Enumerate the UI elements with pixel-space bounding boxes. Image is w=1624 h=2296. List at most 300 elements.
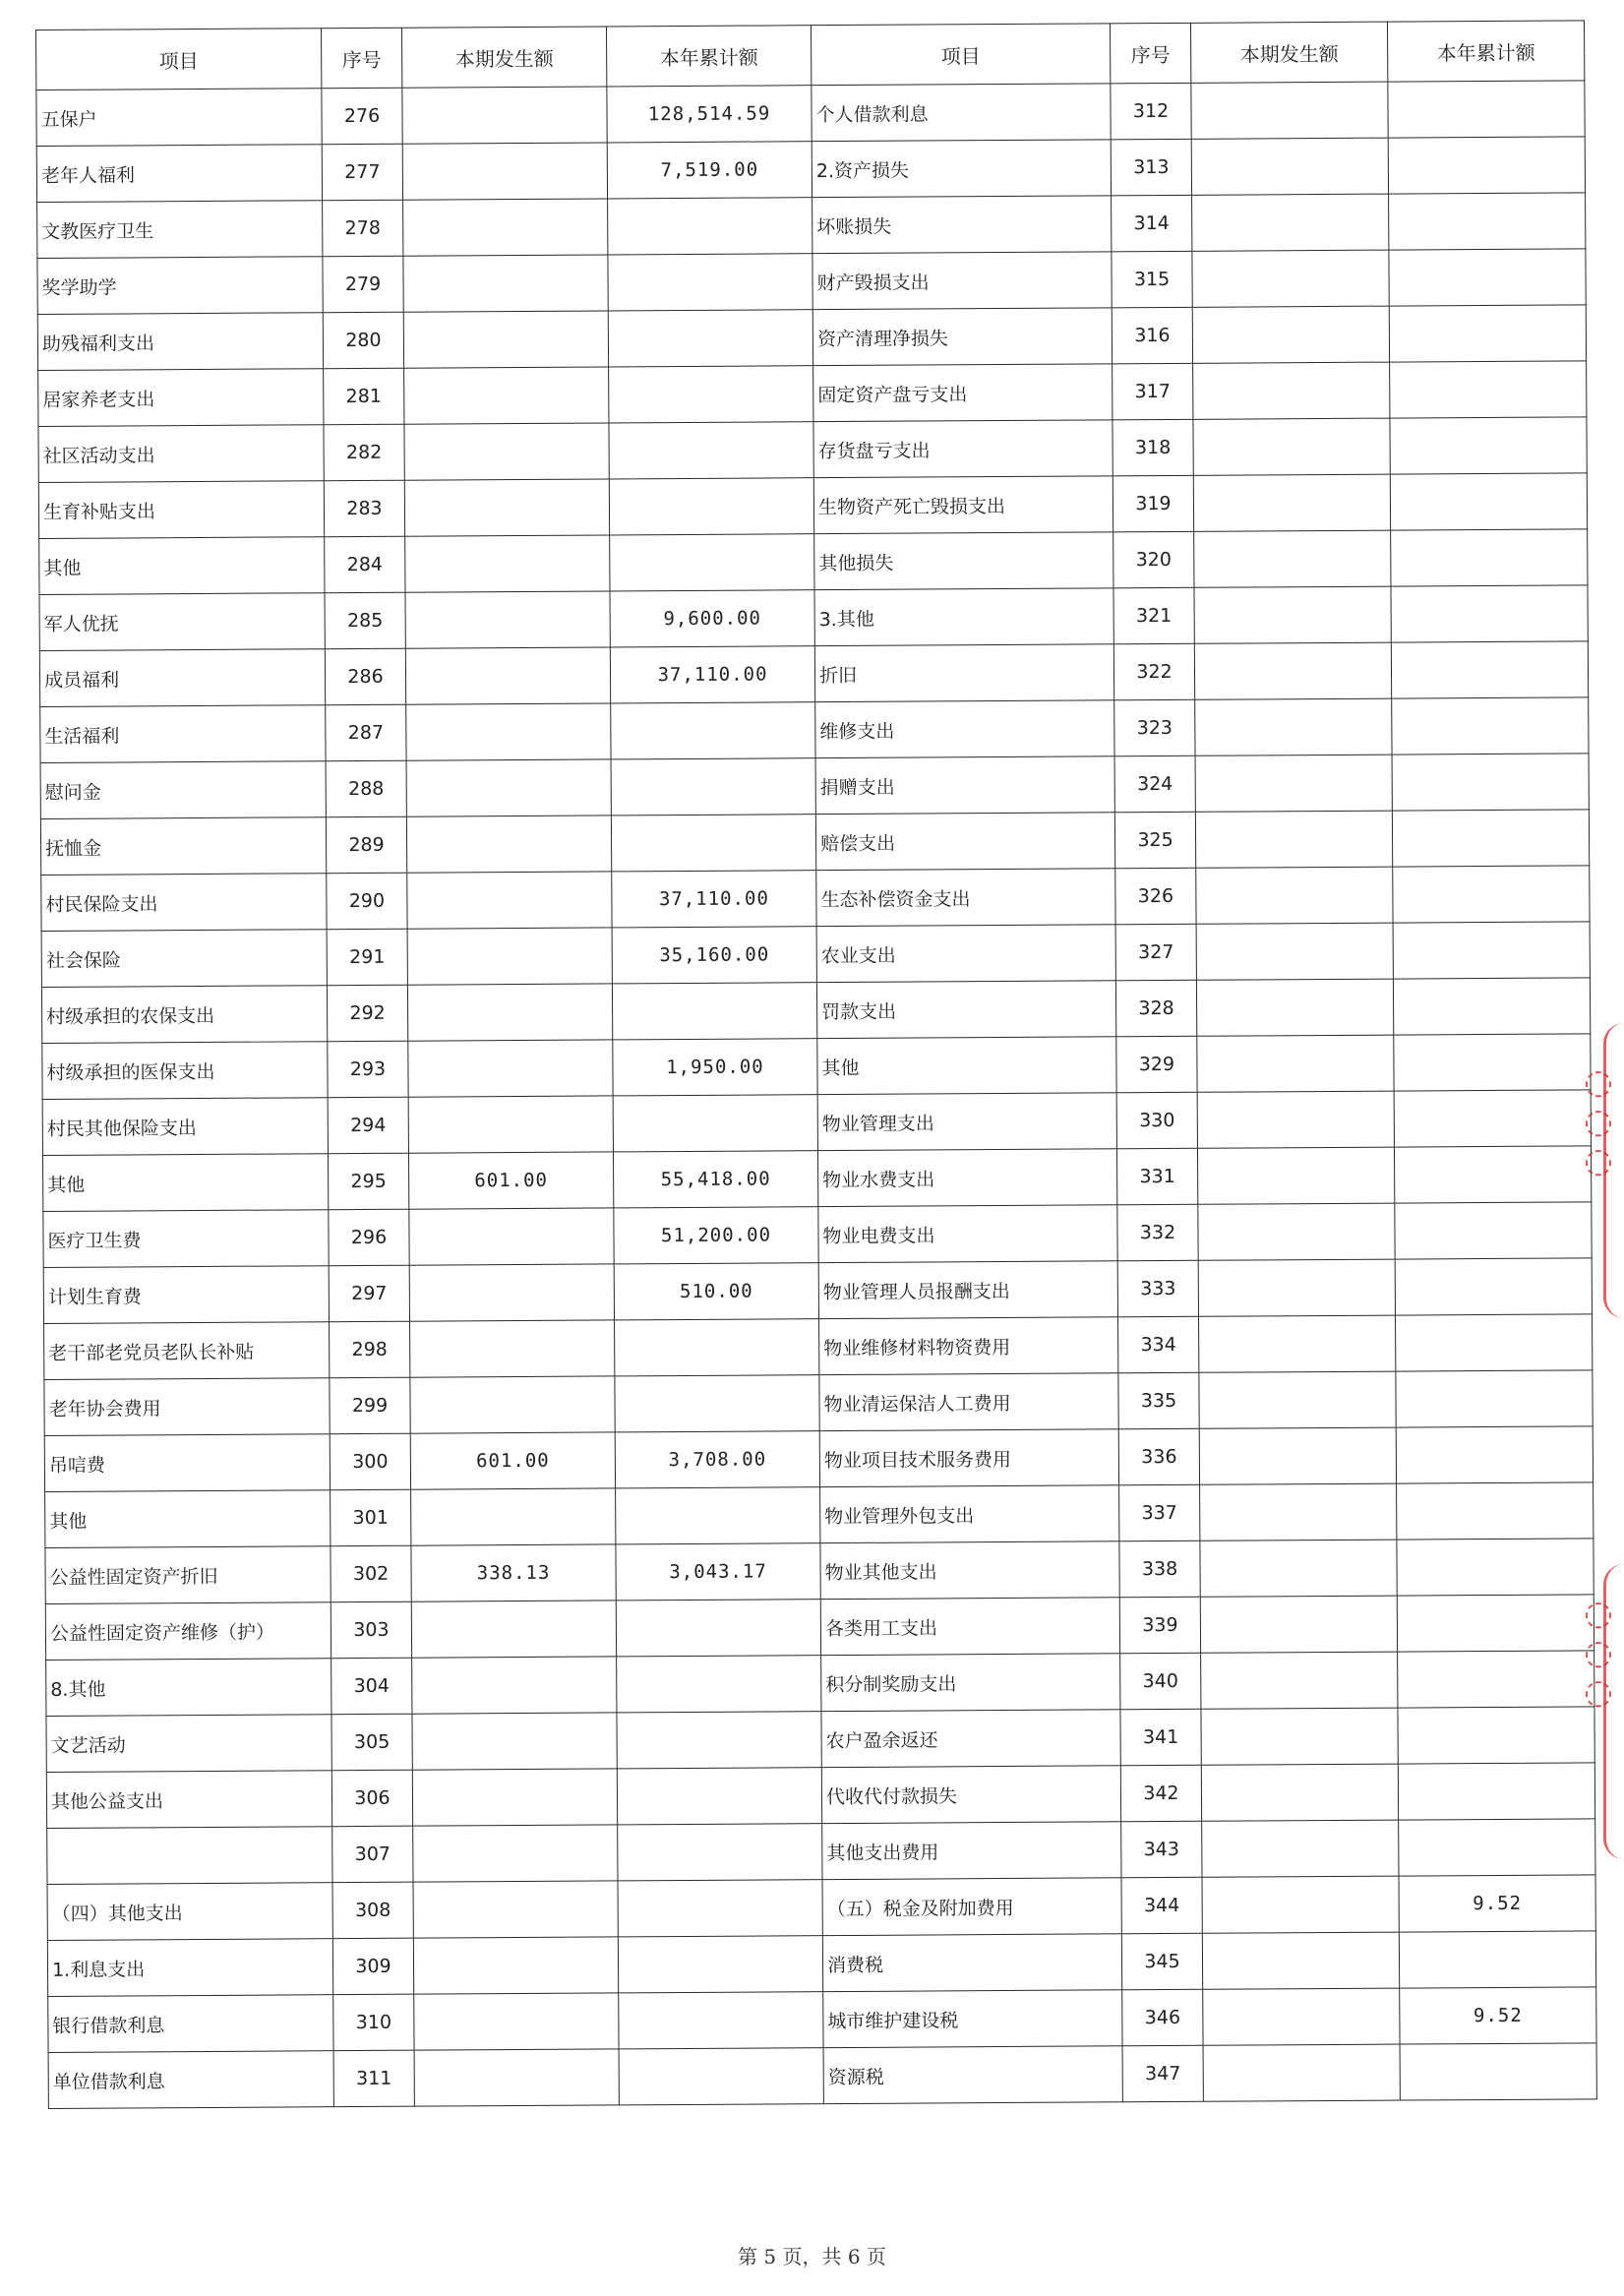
right-current-amount xyxy=(1199,1315,1396,1372)
left-ytd-amount xyxy=(610,534,814,591)
right-item-name: 其他损失 xyxy=(814,532,1113,590)
table-row xyxy=(38,417,1587,483)
left-seq-number: 278 xyxy=(323,200,403,256)
table-row xyxy=(41,978,1590,1044)
right-ytd-amount xyxy=(1396,1426,1593,1483)
left-current-amount xyxy=(413,1825,618,1882)
left-seq-number: 298 xyxy=(330,1321,410,1377)
right-current-amount xyxy=(1192,306,1389,363)
table-row xyxy=(37,305,1586,371)
right-item-name: 生物资产死亡毁损支出 xyxy=(813,476,1113,534)
left-ytd-amount xyxy=(609,422,813,479)
left-seq-number: 302 xyxy=(331,1545,411,1601)
left-seq-number: 293 xyxy=(328,1041,408,1097)
left-current-amount xyxy=(405,647,610,704)
table-row xyxy=(36,81,1585,147)
right-current-amount xyxy=(1195,755,1392,812)
left-item-name: 8.其他 xyxy=(46,1659,331,1717)
right-item-name: 物业管理外包支出 xyxy=(820,1485,1119,1543)
table-row xyxy=(42,1146,1591,1212)
left-ytd-amount: 35,160.00 xyxy=(612,927,816,984)
right-item-name: 物业维修材料物资费用 xyxy=(819,1317,1118,1375)
table-row xyxy=(40,754,1589,819)
left-ytd-amount: 51,200.00 xyxy=(614,1207,818,1264)
left-item-name: 单位借款利息 xyxy=(48,2051,333,2109)
right-current-amount xyxy=(1196,979,1393,1036)
left-seq-number: 303 xyxy=(331,1601,411,1658)
right-ytd-amount xyxy=(1399,1931,1595,1988)
left-ytd-amount: 3,708.00 xyxy=(615,1431,819,1488)
right-ytd-amount xyxy=(1394,1146,1591,1203)
left-item-name: 村民保险支出 xyxy=(41,874,327,932)
right-item-name: 赔偿支出 xyxy=(815,813,1114,871)
right-ytd-amount xyxy=(1397,1482,1594,1540)
left-current-amount xyxy=(412,1657,617,1714)
left-seq-number: 288 xyxy=(326,760,406,816)
right-current-amount xyxy=(1192,250,1389,307)
header-row xyxy=(36,21,1585,91)
left-ytd-amount: 128,514.59 xyxy=(607,86,812,143)
right-ytd-amount xyxy=(1391,585,1588,642)
right-seq-number: 322 xyxy=(1113,643,1194,699)
left-ytd-amount xyxy=(617,1712,821,1769)
left-item-name: 计划生育费 xyxy=(43,1266,329,1324)
right-ytd-amount xyxy=(1394,1034,1591,1091)
table-row xyxy=(43,1202,1592,1268)
right-ytd-amount xyxy=(1391,641,1588,698)
right-seq-number: 339 xyxy=(1119,1597,1200,1653)
left-item-name: 老年协会费用 xyxy=(44,1378,330,1436)
left-ytd-amount xyxy=(613,1095,817,1152)
left-seq-number: 305 xyxy=(331,1714,412,1770)
left-ytd-amount xyxy=(608,198,812,255)
left-ytd-amount xyxy=(611,702,815,759)
right-ytd-amount xyxy=(1398,1707,1594,1764)
left-seq-number: 283 xyxy=(324,480,404,536)
left-item-name: 银行借款利息 xyxy=(48,1995,333,2053)
table-row xyxy=(44,1370,1593,1436)
left-ytd-amount xyxy=(617,1768,821,1825)
right-ytd-amount xyxy=(1395,1258,1592,1315)
table-row xyxy=(37,193,1586,259)
header-right-seq: 序号 xyxy=(1110,23,1190,83)
right-seq-number: 329 xyxy=(1116,1036,1197,1092)
table-row xyxy=(41,866,1590,932)
header-right-ytd: 本年累计额 xyxy=(1387,21,1584,82)
left-ytd-amount xyxy=(618,1880,822,1937)
table-row xyxy=(44,1426,1593,1492)
left-seq-number: 277 xyxy=(322,144,402,200)
left-item-name xyxy=(47,1827,332,1885)
left-current-amount xyxy=(411,1488,616,1545)
right-item-name: 固定资产盘亏支出 xyxy=(813,364,1113,422)
expense-ledger-table xyxy=(35,20,1597,2109)
right-current-amount xyxy=(1199,1427,1396,1484)
left-ytd-amount: 37,110.00 xyxy=(612,871,816,928)
left-seq-number: 301 xyxy=(331,1489,411,1545)
right-seq-number: 316 xyxy=(1112,307,1192,363)
right-current-amount xyxy=(1194,586,1391,643)
left-ytd-amount xyxy=(618,1936,822,1993)
header-left-ytd: 本年累计额 xyxy=(606,26,811,87)
right-current-amount xyxy=(1200,1540,1397,1597)
left-current-amount xyxy=(404,423,609,480)
right-current-amount xyxy=(1202,1876,1399,1933)
right-ytd-amount xyxy=(1398,1763,1594,1820)
right-item-name: 代收代付款损失 xyxy=(821,1766,1120,1824)
table-row xyxy=(45,1482,1594,1548)
right-item-name: 资源税 xyxy=(823,2046,1122,2104)
right-item-name: 物业项目技术服务费用 xyxy=(819,1429,1118,1487)
header-left-current: 本期发生额 xyxy=(401,27,606,88)
left-item-name: 生活福利 xyxy=(40,705,326,763)
table-row xyxy=(37,249,1586,315)
right-ytd-amount xyxy=(1396,1370,1593,1427)
right-item-name: 捐赠支出 xyxy=(815,756,1114,815)
right-seq-number: 340 xyxy=(1120,1653,1201,1709)
right-seq-number: 313 xyxy=(1111,139,1191,195)
table-row xyxy=(40,810,1589,876)
header-left-seq: 序号 xyxy=(321,28,401,88)
left-current-amount: 601.00 xyxy=(410,1432,615,1489)
right-seq-number: 312 xyxy=(1111,83,1191,139)
right-seq-number: 345 xyxy=(1121,1933,1202,1989)
left-item-name: 村级承担的农保支出 xyxy=(41,986,327,1044)
right-ytd-amount xyxy=(1392,810,1589,867)
left-item-name: 成员福利 xyxy=(39,649,325,707)
left-current-amount xyxy=(407,928,612,985)
right-ytd-amount xyxy=(1392,754,1589,811)
left-seq-number: 308 xyxy=(332,1882,413,1938)
table-row xyxy=(38,473,1587,539)
left-current-amount xyxy=(406,759,611,816)
left-item-name: 1.利息支出 xyxy=(47,1939,332,1997)
left-current-amount xyxy=(413,1881,618,1938)
left-ytd-amount xyxy=(619,1992,823,2049)
right-current-amount xyxy=(1197,1147,1394,1204)
left-seq-number: 310 xyxy=(333,1994,414,2050)
left-item-name: 文艺活动 xyxy=(46,1715,331,1773)
left-item-name: 公益性固定资产维修（护） xyxy=(45,1602,331,1661)
table-row xyxy=(38,361,1587,427)
table-row xyxy=(47,1819,1595,1885)
table-row xyxy=(44,1314,1593,1380)
left-seq-number: 309 xyxy=(332,1938,413,1994)
left-seq-number: 279 xyxy=(323,256,403,312)
left-ytd-amount: 37,110.00 xyxy=(610,646,814,703)
left-current-amount xyxy=(408,1096,613,1153)
right-current-amount xyxy=(1195,811,1392,868)
right-item-name: 农户盈余返还 xyxy=(821,1710,1120,1768)
left-seq-number: 284 xyxy=(325,536,405,592)
right-ytd-amount xyxy=(1396,1314,1593,1371)
table-row xyxy=(46,1763,1594,1829)
right-item-name: 农业支出 xyxy=(816,925,1115,983)
right-ytd-amount xyxy=(1398,1651,1594,1708)
right-item-name: 积分制奖励支出 xyxy=(821,1654,1120,1712)
right-current-amount xyxy=(1197,1091,1394,1148)
left-ytd-amount: 3,043.17 xyxy=(616,1543,820,1601)
left-seq-number: 285 xyxy=(325,592,405,648)
header-right-current: 本期发生额 xyxy=(1190,22,1387,83)
right-current-amount xyxy=(1200,1596,1397,1653)
right-ytd-amount xyxy=(1399,1819,1595,1876)
table-row xyxy=(42,1034,1591,1100)
right-ytd-amount xyxy=(1397,1539,1594,1596)
left-ytd-amount xyxy=(615,1319,819,1376)
left-item-name: 村级承担的医保支出 xyxy=(42,1042,328,1100)
right-current-amount xyxy=(1193,418,1390,475)
right-current-amount xyxy=(1203,2044,1400,2101)
left-item-name: 居家养老支出 xyxy=(38,369,324,427)
left-current-amount xyxy=(404,479,609,536)
left-item-name: 生育补贴支出 xyxy=(38,481,324,539)
left-item-name: 社区活动支出 xyxy=(38,425,324,483)
left-ytd-amount: 510.00 xyxy=(614,1263,818,1320)
left-item-name: 其他公益支出 xyxy=(46,1771,331,1829)
table-row xyxy=(43,1258,1592,1324)
left-seq-number: 276 xyxy=(322,88,402,144)
left-seq-number: 311 xyxy=(333,2050,414,2106)
right-ytd-amount xyxy=(1393,866,1590,923)
right-seq-number: 325 xyxy=(1114,812,1195,868)
right-seq-number: 347 xyxy=(1122,2045,1203,2101)
left-current-amount xyxy=(413,1937,618,1994)
left-current-amount xyxy=(406,816,611,873)
table-row xyxy=(48,2043,1596,2109)
left-item-name: 助残福利支出 xyxy=(37,313,323,371)
left-seq-number: 291 xyxy=(327,929,407,985)
right-current-amount xyxy=(1203,1988,1400,2045)
left-item-name: 其他 xyxy=(39,537,325,595)
right-ytd-amount xyxy=(1389,249,1586,306)
table-row xyxy=(47,1931,1595,1997)
left-ytd-amount xyxy=(617,1656,821,1713)
right-item-name: 2.资产损失 xyxy=(812,140,1111,198)
left-seq-number: 281 xyxy=(324,368,404,424)
right-seq-number: 320 xyxy=(1113,531,1194,587)
right-seq-number: 334 xyxy=(1118,1316,1199,1372)
right-seq-number: 343 xyxy=(1121,1821,1202,1877)
right-ytd-amount xyxy=(1397,1595,1594,1652)
right-current-amount xyxy=(1196,867,1393,924)
left-current-amount xyxy=(414,1993,619,2050)
left-item-name: 其他 xyxy=(45,1490,331,1548)
left-seq-number: 294 xyxy=(328,1097,408,1153)
right-current-amount xyxy=(1191,138,1388,195)
left-item-name: 抚恤金 xyxy=(40,817,326,876)
right-current-amount xyxy=(1194,530,1391,587)
left-current-amount xyxy=(403,255,608,312)
right-seq-number: 344 xyxy=(1121,1877,1202,1933)
right-item-name: 物业水费支出 xyxy=(817,1149,1116,1207)
right-item-name: 罚款支出 xyxy=(816,981,1115,1039)
right-seq-number: 321 xyxy=(1113,587,1194,643)
right-item-name: 其他 xyxy=(817,1037,1116,1095)
left-seq-number: 306 xyxy=(331,1770,412,1826)
right-seq-number: 338 xyxy=(1119,1541,1200,1597)
left-seq-number: 295 xyxy=(328,1153,408,1209)
left-item-name: 其他 xyxy=(42,1154,328,1212)
right-ytd-amount xyxy=(1389,305,1586,362)
right-item-name: 生态补偿资金支出 xyxy=(816,869,1115,927)
left-seq-number: 289 xyxy=(326,816,406,873)
right-current-amount xyxy=(1194,642,1391,699)
right-seq-number: 314 xyxy=(1112,195,1192,251)
left-item-name: （四）其他支出 xyxy=(47,1883,332,1941)
right-seq-number: 346 xyxy=(1122,1989,1203,2046)
right-item-name: 消费税 xyxy=(822,1934,1121,1992)
right-ytd-amount xyxy=(1388,137,1585,194)
left-ytd-amount xyxy=(616,1487,820,1544)
left-ytd-amount xyxy=(612,983,816,1040)
red-seal-stamp-upper: ◌◌◌ xyxy=(1579,1062,1618,1180)
right-ytd-amount xyxy=(1393,978,1590,1035)
right-current-amount xyxy=(1191,82,1388,139)
table-row xyxy=(36,137,1585,203)
right-item-name: 物业其他支出 xyxy=(820,1541,1119,1600)
table-row xyxy=(48,1987,1596,2053)
left-current-amount xyxy=(414,2049,619,2106)
right-ytd-amount xyxy=(1390,473,1587,530)
left-item-name: 医疗卫生费 xyxy=(43,1210,329,1268)
right-seq-number: 319 xyxy=(1113,475,1193,531)
right-seq-number: 324 xyxy=(1114,755,1195,812)
right-item-name: 个人借款利息 xyxy=(812,84,1111,142)
right-seq-number: 331 xyxy=(1116,1148,1197,1204)
left-item-name: 奖学助学 xyxy=(37,257,323,315)
right-item-name: 维修支出 xyxy=(815,700,1114,758)
left-current-amount xyxy=(402,87,607,144)
left-current-amount: 338.13 xyxy=(411,1544,616,1601)
right-item-name: 各类用工支出 xyxy=(820,1598,1119,1656)
table-row xyxy=(39,641,1588,707)
left-current-amount xyxy=(408,1040,613,1097)
table-row xyxy=(46,1707,1594,1773)
right-seq-number: 330 xyxy=(1116,1092,1197,1148)
right-current-amount xyxy=(1202,1932,1399,1989)
right-ytd-amount: 9.52 xyxy=(1400,1987,1596,2044)
left-ytd-amount xyxy=(611,758,815,816)
right-item-name: 财产毁损支出 xyxy=(812,252,1112,310)
left-item-name: 老年人福利 xyxy=(36,145,322,203)
left-ytd-amount xyxy=(608,254,812,311)
left-seq-number: 299 xyxy=(330,1377,410,1433)
right-current-amount xyxy=(1197,1035,1394,1092)
right-ytd-amount xyxy=(1391,529,1588,586)
right-seq-number: 332 xyxy=(1117,1204,1198,1260)
left-ytd-amount xyxy=(611,815,815,872)
left-ytd-amount: 7,519.00 xyxy=(607,142,812,199)
right-current-amount xyxy=(1201,1764,1398,1821)
left-ytd-amount xyxy=(619,2048,823,2105)
right-item-name: 物业管理人员报酬支出 xyxy=(818,1261,1117,1319)
left-current-amount xyxy=(411,1601,616,1658)
left-seq-number: 296 xyxy=(329,1209,409,1265)
left-current-amount xyxy=(404,367,609,424)
left-current-amount xyxy=(410,1376,615,1433)
left-current-amount xyxy=(403,311,608,368)
ledger-sheet xyxy=(35,20,1597,2109)
right-ytd-amount xyxy=(1389,193,1586,250)
left-item-name: 军人优抚 xyxy=(39,593,325,651)
right-ytd-amount: 9.52 xyxy=(1399,1875,1595,1932)
right-current-amount xyxy=(1192,194,1389,251)
left-seq-number: 297 xyxy=(329,1265,409,1321)
right-current-amount xyxy=(1199,1371,1396,1428)
left-current-amount xyxy=(412,1713,617,1770)
left-ytd-amount: 9,600.00 xyxy=(610,590,814,647)
left-item-name: 老干部老党员老队长补贴 xyxy=(44,1322,330,1380)
left-current-amount xyxy=(409,1208,614,1265)
right-ytd-amount xyxy=(1394,1090,1591,1147)
left-current-amount xyxy=(407,872,612,929)
right-current-amount xyxy=(1202,1820,1399,1877)
table-row xyxy=(40,697,1589,763)
right-current-amount xyxy=(1193,474,1390,531)
left-item-name: 吊唁费 xyxy=(44,1434,330,1492)
page-footer: 第 5 页，共 6 页 xyxy=(738,2245,886,2268)
table-row xyxy=(47,1875,1595,1941)
right-seq-number: 318 xyxy=(1113,419,1193,475)
left-item-name: 文教医疗卫生 xyxy=(37,201,323,259)
right-ytd-amount xyxy=(1400,2043,1596,2100)
left-ytd-amount xyxy=(615,1375,819,1432)
left-current-amount xyxy=(403,199,608,256)
right-item-name: 3.其他 xyxy=(814,588,1113,646)
left-current-amount xyxy=(409,1264,614,1321)
left-item-name: 社会保险 xyxy=(41,930,327,988)
left-item-name: 村民其他保险支出 xyxy=(42,1098,328,1156)
table-row xyxy=(45,1595,1594,1661)
table-row xyxy=(46,1651,1594,1717)
right-current-amount xyxy=(1196,923,1393,980)
left-current-amount: 601.00 xyxy=(408,1152,613,1209)
right-current-amount xyxy=(1201,1708,1398,1765)
right-ytd-amount xyxy=(1395,1202,1592,1259)
right-item-name: 物业管理支出 xyxy=(817,1093,1116,1151)
table-row xyxy=(45,1539,1594,1604)
right-current-amount xyxy=(1200,1483,1397,1541)
right-ytd-amount xyxy=(1393,922,1590,979)
right-item-name: 物业电费支出 xyxy=(818,1205,1117,1263)
right-item-name: 坏账损失 xyxy=(812,196,1112,254)
left-ytd-amount xyxy=(616,1600,820,1657)
right-item-name: 折旧 xyxy=(814,644,1113,702)
right-current-amount xyxy=(1198,1203,1395,1260)
right-ytd-amount xyxy=(1392,697,1589,755)
left-ytd-amount: 1,950.00 xyxy=(613,1039,817,1096)
left-item-name: 五保户 xyxy=(36,89,322,147)
left-seq-number: 286 xyxy=(325,648,405,704)
table-row xyxy=(41,922,1590,988)
left-ytd-amount xyxy=(609,478,813,535)
right-seq-number: 327 xyxy=(1115,924,1196,980)
left-current-amount xyxy=(410,1320,615,1377)
right-ytd-amount xyxy=(1388,81,1585,138)
right-item-name: （五）税金及附加费用 xyxy=(822,1878,1121,1936)
right-item-name: 资产清理净损失 xyxy=(812,308,1112,366)
right-seq-number: 326 xyxy=(1115,868,1196,924)
right-ytd-amount xyxy=(1390,417,1587,474)
right-current-amount xyxy=(1198,1259,1395,1316)
table-row xyxy=(39,585,1588,651)
right-seq-number: 317 xyxy=(1113,363,1193,419)
right-seq-number: 323 xyxy=(1114,699,1195,755)
left-current-amount xyxy=(407,984,612,1041)
right-seq-number: 328 xyxy=(1115,980,1196,1036)
right-item-name: 物业清运保洁人工费用 xyxy=(819,1373,1118,1431)
